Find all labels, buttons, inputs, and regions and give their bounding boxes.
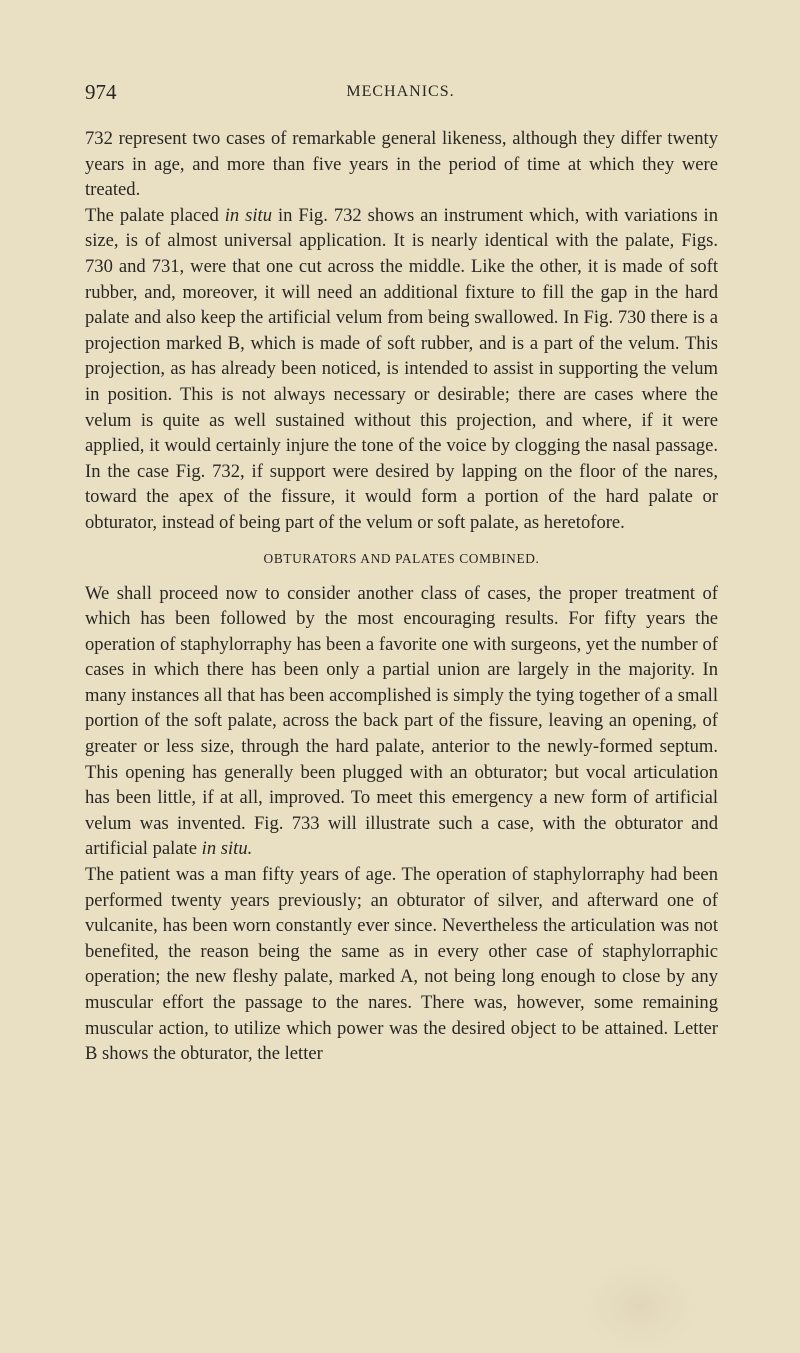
- text-run: The patient was a man fifty years of age. The operation of staphylorraphy had been performed twenty years previously; an obturator of silver, and afterward one of vulcanite, has been worn constantly ever since. Nevertheless the articulation was not benefited, the reason being the same as in every other case of staphylorraphic operation; the new fleshy palate, marked A, not being long enough to close by any muscular effort the passage to the nares. There was, however, some remaining muscular action, to utilize which power was the desired object to be attained. Letter B shows the obturator, the letter: [85, 864, 718, 1065]
- body-text: [85, 126, 718, 1067]
- text-run: We shall proceed now to consider another class of cases, the proper treatment of which has been followed by the most encouraging results. For fifty years the operation of staphylorraphy has been a favorite one with surgeons, yet the number of cases in which there has been only a partial union are largely in the majority. In many instances all that has been accomplished is simply the tying together of a small portion of the soft palate, across the back part of the fissure, leaving an opening, of greater or less size, through the hard palate, anterior to the newly-formed septum. This opening has generally been plugged with an obturator; but vocal articulation has been little, if at all, improved. To meet this emergency a new form of artificial velum was invented. Fig. 733 will illustrate such a case, with the obturator and artificial palate: [85, 582, 718, 860]
- paragraph: [85, 126, 718, 203]
- page-number: 974: [85, 80, 117, 104]
- paragraph: [85, 203, 718, 536]
- running-head: MECHANICS.: [346, 83, 455, 100]
- text-run: The palate placed: [85, 204, 225, 226]
- paper-stain: [580, 1260, 700, 1353]
- paragraphs-top: [85, 126, 718, 536]
- paragraph: [85, 581, 718, 863]
- paragraphs-bottom: [85, 581, 718, 1067]
- text-run: in Fig. 732 shows an instrument which, with variations in size, is of almost universal application. It is nearly identical with the palate, Figs. 730 and 731, were that one cut across the middle. Like the other, it is made of soft rubber, and, moreover, it will need an additional fixture to fill the gap in the hard palate and also keep the artificial velum from being swallowed. In Fig. 730 there is a projection marked B, which is made of soft rubber, and is a part of the velum. This projection, as has already been noticed, is intended to assist in supporting the velum in position. This is not always necessary or desirable; there are cases where the velum is quite as well sustained without this projection, and where, if it were applied, it would certainly injure the tone of the voice by clogging the nasal passage. In the case Fig. 732, if support were desired by lapping on the floor of the nares, toward the apex of the fissure, it would form a portion of the hard palate or obturator, instead of being part of the velum or soft palate, as heretofore.: [85, 204, 718, 533]
- text-run: 732 represent two cases of remarkable general likeness, although they differ twenty years in age, and more than five years in the period of time at which they were treated.: [85, 128, 718, 201]
- paragraph: [85, 862, 718, 1067]
- italic-text: in situ: [224, 204, 273, 226]
- italic-text: in situ.: [201, 838, 253, 860]
- section-heading: OBTURATORS AND PALATES COMBINED.: [263, 550, 540, 566]
- page-header: [85, 79, 716, 105]
